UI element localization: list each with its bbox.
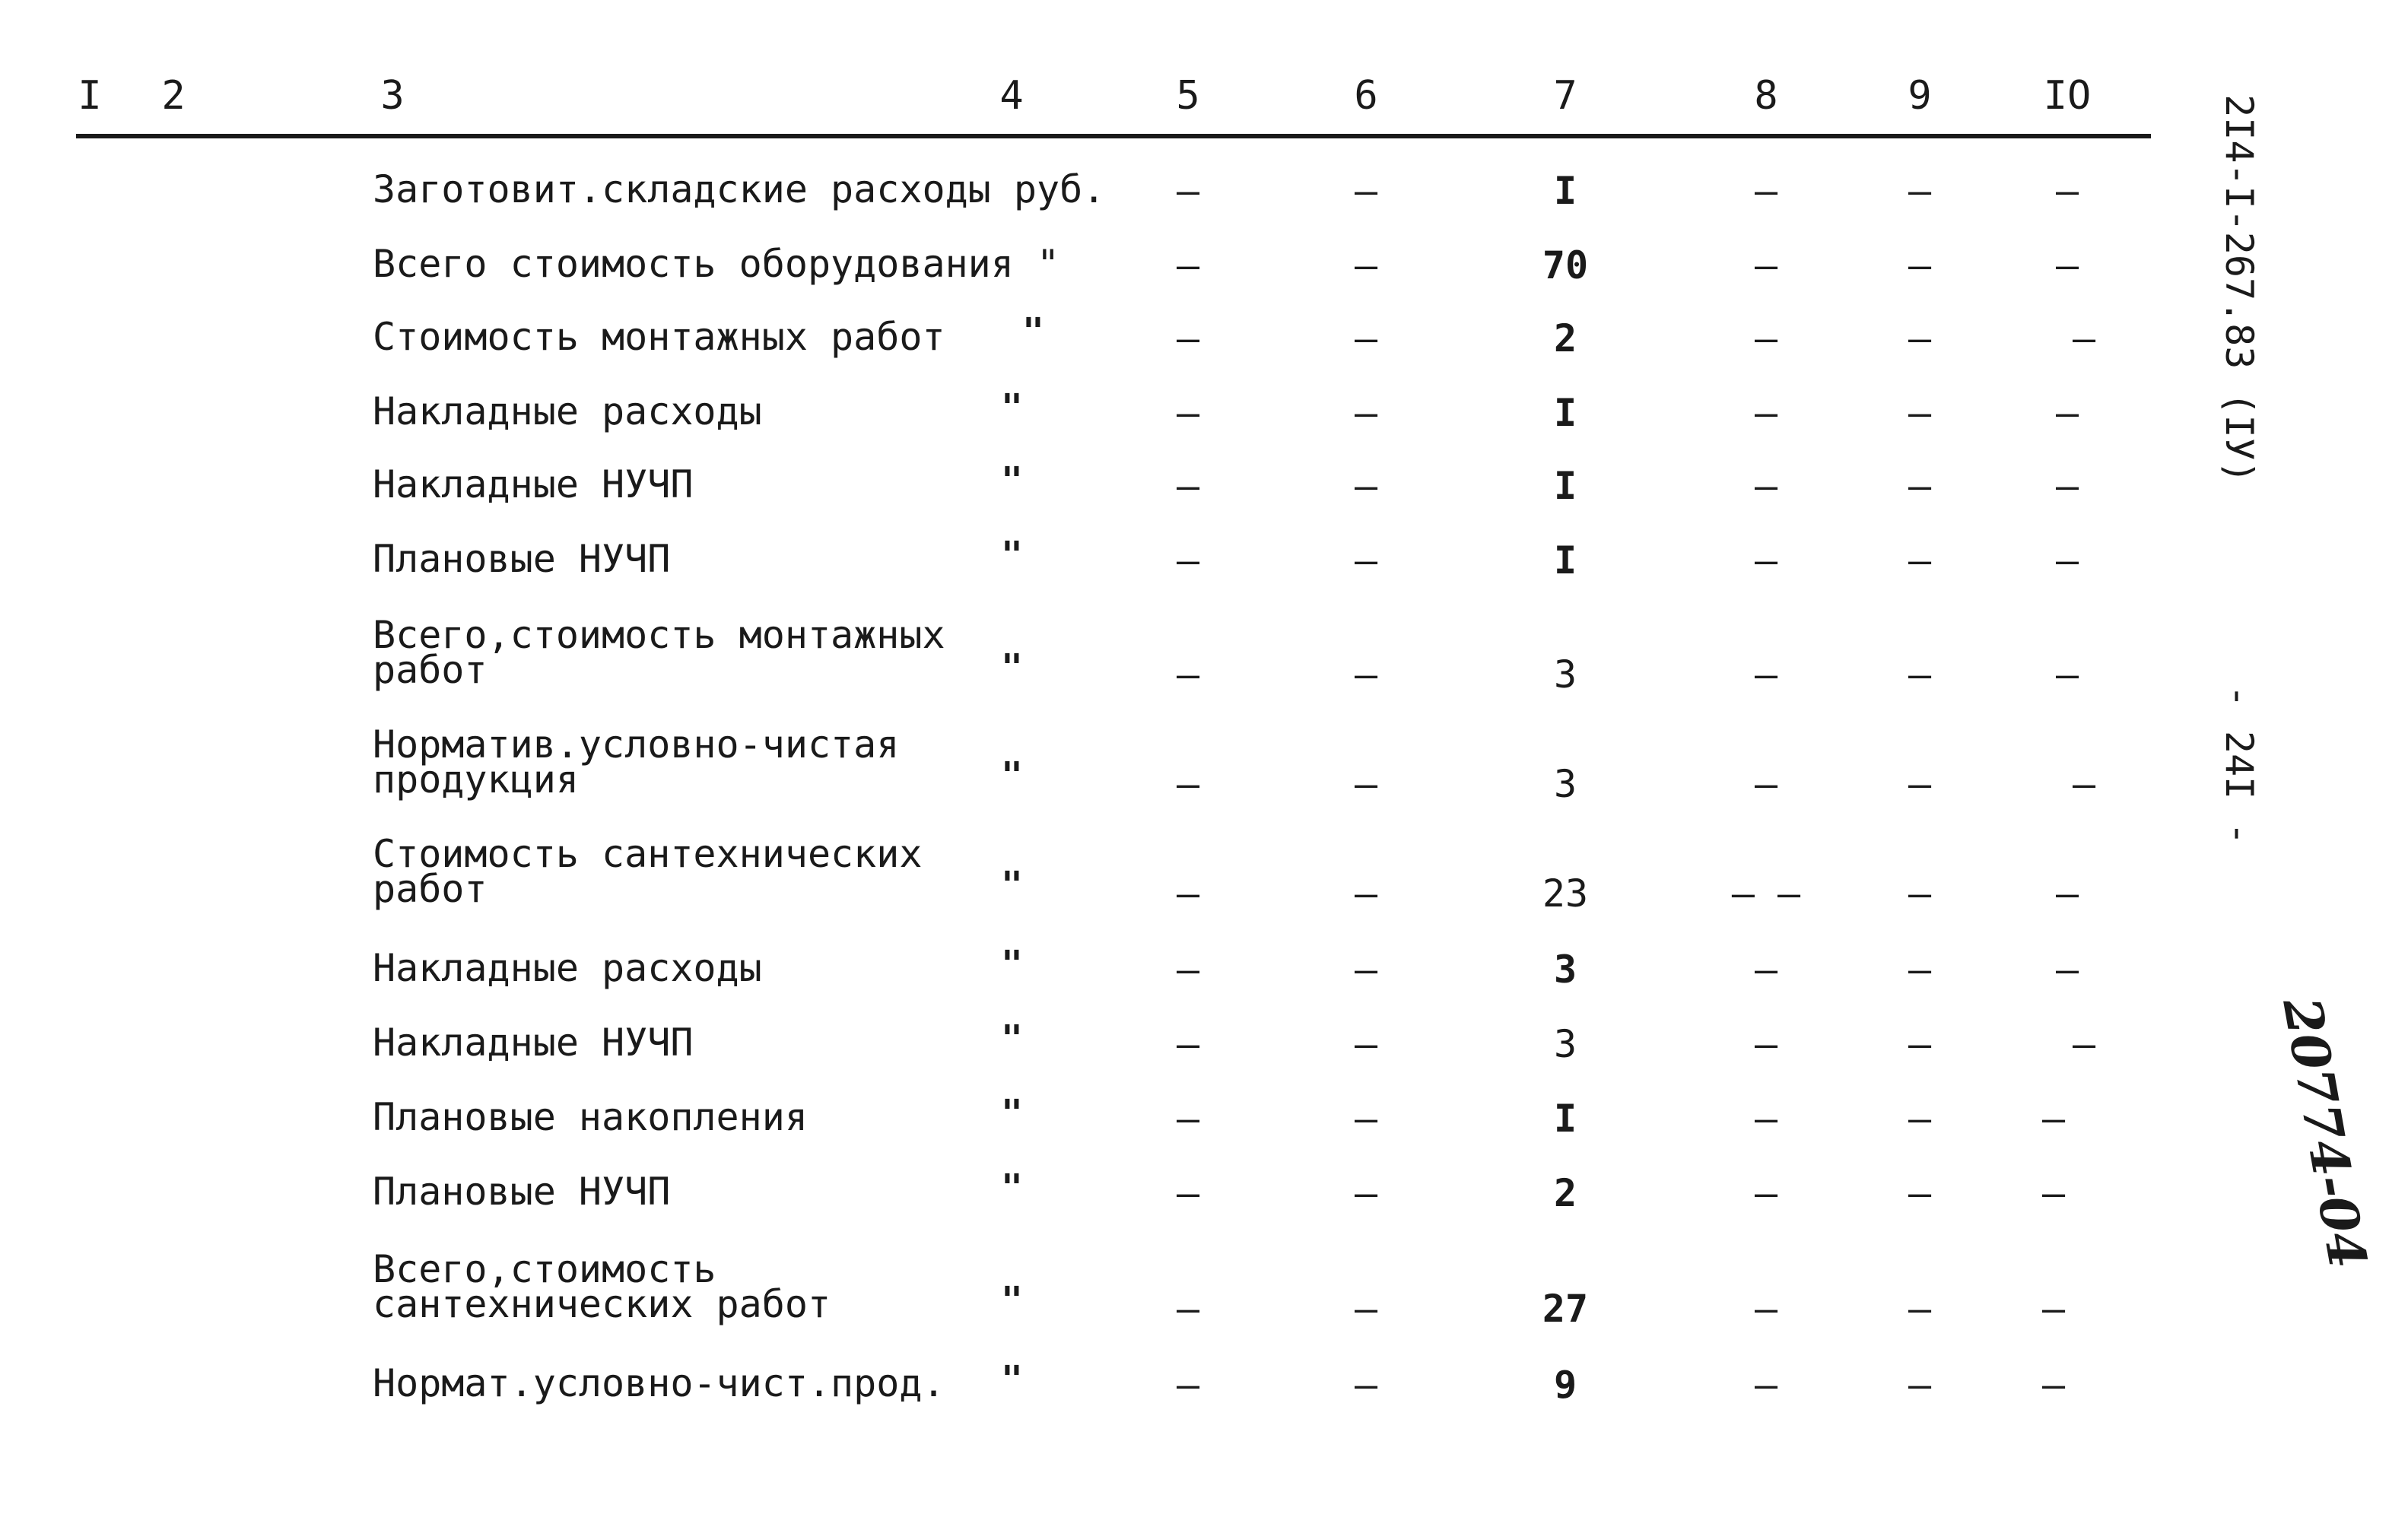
cell-col10: – [2055, 391, 2079, 435]
cell-col9: – [1908, 169, 1932, 213]
cell-col9: – [1908, 391, 1932, 435]
cell-col5: – [1176, 871, 1200, 916]
cell-col9: – [1908, 652, 1932, 697]
cell-col8: – [1754, 1171, 1778, 1215]
column-header-6: 6 [1354, 73, 1378, 119]
row-unit: " [1001, 534, 1023, 576]
cell-col6: – [1354, 464, 1378, 508]
cell-col10: – [2072, 316, 2096, 360]
description-line: Накладные НУЧП [373, 1021, 694, 1065]
cell-col9: – [1908, 1097, 1932, 1141]
cell-col5: – [1176, 1363, 1200, 1407]
row-unit: " [1001, 943, 1023, 986]
cell-col10: – [2055, 538, 2079, 583]
cell-col10: – [2041, 1097, 2066, 1141]
cell-col8: – [1754, 538, 1778, 583]
description-line: Плановые НУЧП [373, 537, 671, 581]
cell-col10: – [2055, 948, 2079, 992]
cell-col7: 70 [1542, 243, 1589, 287]
cell-col5: – [1176, 1171, 1200, 1215]
cell-col9: – [1908, 316, 1932, 360]
column-header-7: 7 [1553, 73, 1577, 119]
cell-col7: 2 [1553, 316, 1577, 360]
cell-col7: 3 [1553, 652, 1577, 697]
cell-col5: – [1176, 391, 1200, 435]
cell-col5: – [1176, 1097, 1200, 1141]
column-header-1: I [78, 73, 102, 119]
cell-col7: 27 [1542, 1287, 1589, 1331]
cell-col9: – [1908, 948, 1932, 992]
row-description [373, 167, 1133, 211]
cell-col9: – [1908, 871, 1932, 916]
description-line: работ [373, 867, 488, 911]
description-line: Всего,стоимость [373, 1247, 716, 1291]
column-header-8: 8 [1754, 73, 1778, 119]
cell-col8: – [1754, 169, 1778, 213]
document-code: 2I4-I-267.83 (IУ) [2217, 94, 2261, 484]
cell-col6: – [1354, 1287, 1378, 1331]
cell-col9: – [1908, 1171, 1932, 1215]
cell-col10: – [2055, 169, 2079, 213]
cell-col6: – [1354, 871, 1378, 916]
cell-col8: – [1754, 1022, 1778, 1066]
description-line: Стоимость монтажных работ [373, 315, 945, 359]
cell-col10: – [2055, 464, 2079, 508]
cell-col6: – [1354, 652, 1378, 697]
description-line: Накладные НУЧП [373, 462, 694, 506]
cell-col9: – [1908, 1363, 1932, 1407]
row-unit: " [1001, 386, 1023, 429]
cell-col5: – [1176, 169, 1200, 213]
row-unit: " [1022, 310, 1044, 353]
row-unit: " [1001, 1092, 1023, 1135]
cell-col5: – [1176, 762, 1200, 806]
row-description [373, 242, 1133, 286]
cell-col9: – [1908, 1022, 1932, 1066]
cell-col6: – [1354, 1171, 1378, 1215]
cell-col5: – [1176, 243, 1200, 287]
cell-col6: – [1354, 1022, 1378, 1066]
description-line: Плановые накопления [373, 1095, 808, 1139]
cell-col8: – [1754, 652, 1778, 697]
cell-col6: – [1354, 1363, 1378, 1407]
description-line: Норматив.условно-чистая [373, 722, 900, 767]
column-header-4: 4 [999, 73, 1024, 119]
cell-col5: – [1176, 652, 1200, 697]
column-header-2: 2 [161, 73, 186, 119]
cell-col8: – [1754, 762, 1778, 806]
cell-col9: – [1908, 243, 1932, 287]
cell-col8: – [1754, 1287, 1778, 1331]
cell-col10: – [2055, 871, 2079, 916]
cell-col8: – [1754, 316, 1778, 360]
cell-col5: – [1176, 948, 1200, 992]
cell-col8: – [1754, 243, 1778, 287]
row-description [373, 315, 1133, 359]
cell-col7: I [1553, 169, 1577, 213]
cell-col9: – [1908, 1287, 1932, 1331]
cell-col8: – [1754, 1363, 1778, 1407]
cell-col8: – [1754, 948, 1778, 992]
row-unit: " [1001, 646, 1023, 689]
description-line: Накладные расходы [373, 389, 762, 433]
description-line: Нормат.условно-чист.прод. [373, 1361, 945, 1405]
row-unit: " [1001, 1279, 1023, 1322]
cell-col9: – [1908, 538, 1932, 583]
cell-col6: – [1354, 316, 1378, 360]
cell-col6: – [1354, 243, 1378, 287]
cell-col7: I [1553, 391, 1577, 435]
cell-col10: – [2041, 1171, 2066, 1215]
cell-col5: – [1176, 316, 1200, 360]
description-line: Всего,стоимость монтажных [373, 613, 945, 657]
page-number: - 24I - [2217, 684, 2261, 846]
column-header-10: IO [2043, 73, 2092, 119]
description-line: Стоимость сантехнических [373, 832, 923, 876]
cell-col10: – [2072, 762, 2096, 806]
description-line: Всего стоимость оборудования " [373, 242, 1060, 286]
description-line: Плановые НУЧП [373, 1170, 671, 1214]
cell-col8: – [1754, 391, 1778, 435]
column-header-9: 9 [1908, 73, 1932, 119]
cell-col5: – [1176, 1287, 1200, 1331]
cell-col5: – [1176, 464, 1200, 508]
cell-col6: – [1354, 762, 1378, 806]
cell-col6: – [1354, 391, 1378, 435]
row-unit: " [1001, 1358, 1023, 1401]
cell-col8: – [1754, 464, 1778, 508]
row-unit: " [1001, 754, 1023, 797]
cell-col7: 3 [1553, 1022, 1577, 1066]
description-line: работ [373, 648, 488, 692]
cell-col10: – [2041, 1363, 2066, 1407]
row-unit: " [1001, 1167, 1023, 1209]
inventory-number: 20774-04 [2270, 993, 2378, 1273]
cell-col6: – [1354, 169, 1378, 213]
description-line: Накладные расходы [373, 946, 762, 990]
column-header-5: 5 [1176, 73, 1200, 119]
cell-col9: – [1908, 464, 1932, 508]
cell-col5: – [1176, 538, 1200, 583]
cell-col7: 2 [1553, 1171, 1577, 1215]
cell-col10: – [2072, 1022, 2096, 1066]
cell-col7: 3 [1553, 762, 1577, 806]
cell-col6: – [1354, 538, 1378, 583]
cell-col7: I [1553, 1097, 1577, 1141]
cell-col10: – [2041, 1287, 2066, 1331]
description-line: продукция [373, 757, 579, 802]
cell-col9: – [1908, 762, 1932, 806]
row-unit: " [1001, 459, 1023, 502]
cell-col7: I [1553, 538, 1577, 583]
cell-col7: 9 [1553, 1363, 1577, 1407]
description-line: сантехнических работ [373, 1282, 831, 1326]
cell-col8: – – [1731, 871, 1801, 916]
cell-col6: – [1354, 948, 1378, 992]
row-unit: " [1001, 864, 1023, 906]
cell-col6: – [1354, 1097, 1378, 1141]
cell-col7: 3 [1553, 948, 1577, 992]
row-unit: " [1001, 1017, 1023, 1060]
cell-col5: – [1176, 1022, 1200, 1066]
header-rule [76, 134, 2151, 138]
cell-col7: 23 [1542, 871, 1589, 916]
column-header-3: 3 [380, 73, 405, 119]
cell-col10: – [2055, 243, 2079, 287]
cell-col10: – [2055, 652, 2079, 697]
cell-col8: – [1754, 1097, 1778, 1141]
description-line: Заготовит.складские расходы руб. [373, 167, 1106, 211]
cell-col7: I [1553, 464, 1577, 508]
